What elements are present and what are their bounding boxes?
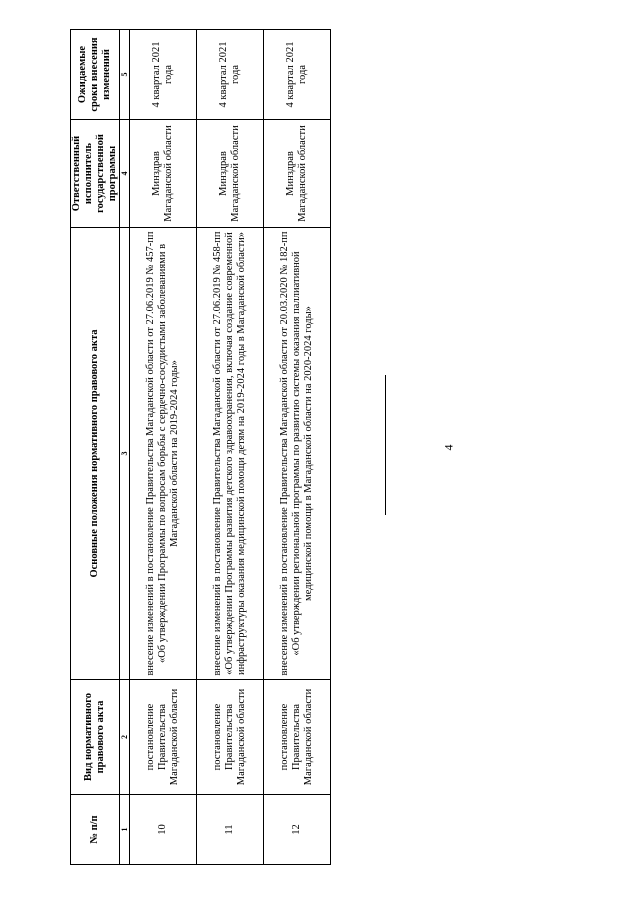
- header-num: № п/п: [71, 795, 120, 865]
- row-type: постановление Правительства Магаданской области: [197, 680, 264, 795]
- row-executor: Минздрав Магаданской области: [130, 120, 197, 228]
- table-row: [197, 30, 264, 865]
- row-content: внесение изменений в постановление Правительства Магаданской области от 27.06.2019 № 457-пп «Об утверждении Программы по вопросам борьбы с сердечно-сосудистыми заболеваниями в Магаданской области на 2019-2024 годы»: [130, 228, 197, 680]
- row-executor: Минздрав Магаданской области: [264, 120, 331, 228]
- row-num: 11: [197, 795, 264, 865]
- regulatory-acts-table-rotated: [70, 30, 330, 865]
- column-number: 4: [120, 120, 130, 228]
- header-executor: Ответственный исполнитель государственной программы: [71, 120, 120, 228]
- row-type: постановление Правительства Магаданской области: [130, 680, 197, 795]
- row-deadline: 4 квартал 2021 года: [130, 30, 197, 120]
- page-number: 4: [441, 444, 456, 451]
- header-content: Основные положения нормативного правового акта: [71, 228, 120, 680]
- column-number: 2: [120, 680, 130, 795]
- header-deadline: Ожидаемые сроки внесения изменений: [71, 30, 120, 120]
- separator-line: [385, 375, 386, 515]
- row-type: постановление Правительства Магаданской области: [264, 680, 331, 795]
- table-row: [264, 30, 331, 865]
- row-deadline: 4 квартал 2021 года: [264, 30, 331, 120]
- row-num: 10: [130, 795, 197, 865]
- header-type: Вид нормативного правового акта: [71, 680, 120, 795]
- column-number: 3: [120, 228, 130, 680]
- table-row: [130, 30, 197, 865]
- row-executor: Минздрав Магаданской области: [197, 120, 264, 228]
- regulatory-acts-table: [70, 29, 331, 865]
- row-num: 12: [264, 795, 331, 865]
- column-number-row: [120, 30, 130, 865]
- column-number: 5: [120, 30, 130, 120]
- header-row: [71, 30, 120, 865]
- row-content: внесение изменений в постановление Правительства Магаданской области от 27.06.2019 № 458-пп «Об утверждении Программы развития детского здравоохранения, включая создание современной инфраструктуры оказания медицинской помощи детям на 2019-2024 годы в Магаданской области»: [197, 228, 264, 680]
- column-number: 1: [120, 795, 130, 865]
- row-deadline: 4 квартал 2021 года: [197, 30, 264, 120]
- row-content: внесение изменений в постановление Правительства Магаданской области от 20.03.2020 № 182-пп «Об утверждении региональной программы по развитию системы оказания паллиативной медицинской помощи в Магаданской области на 2020-2024 годы»: [264, 228, 331, 680]
